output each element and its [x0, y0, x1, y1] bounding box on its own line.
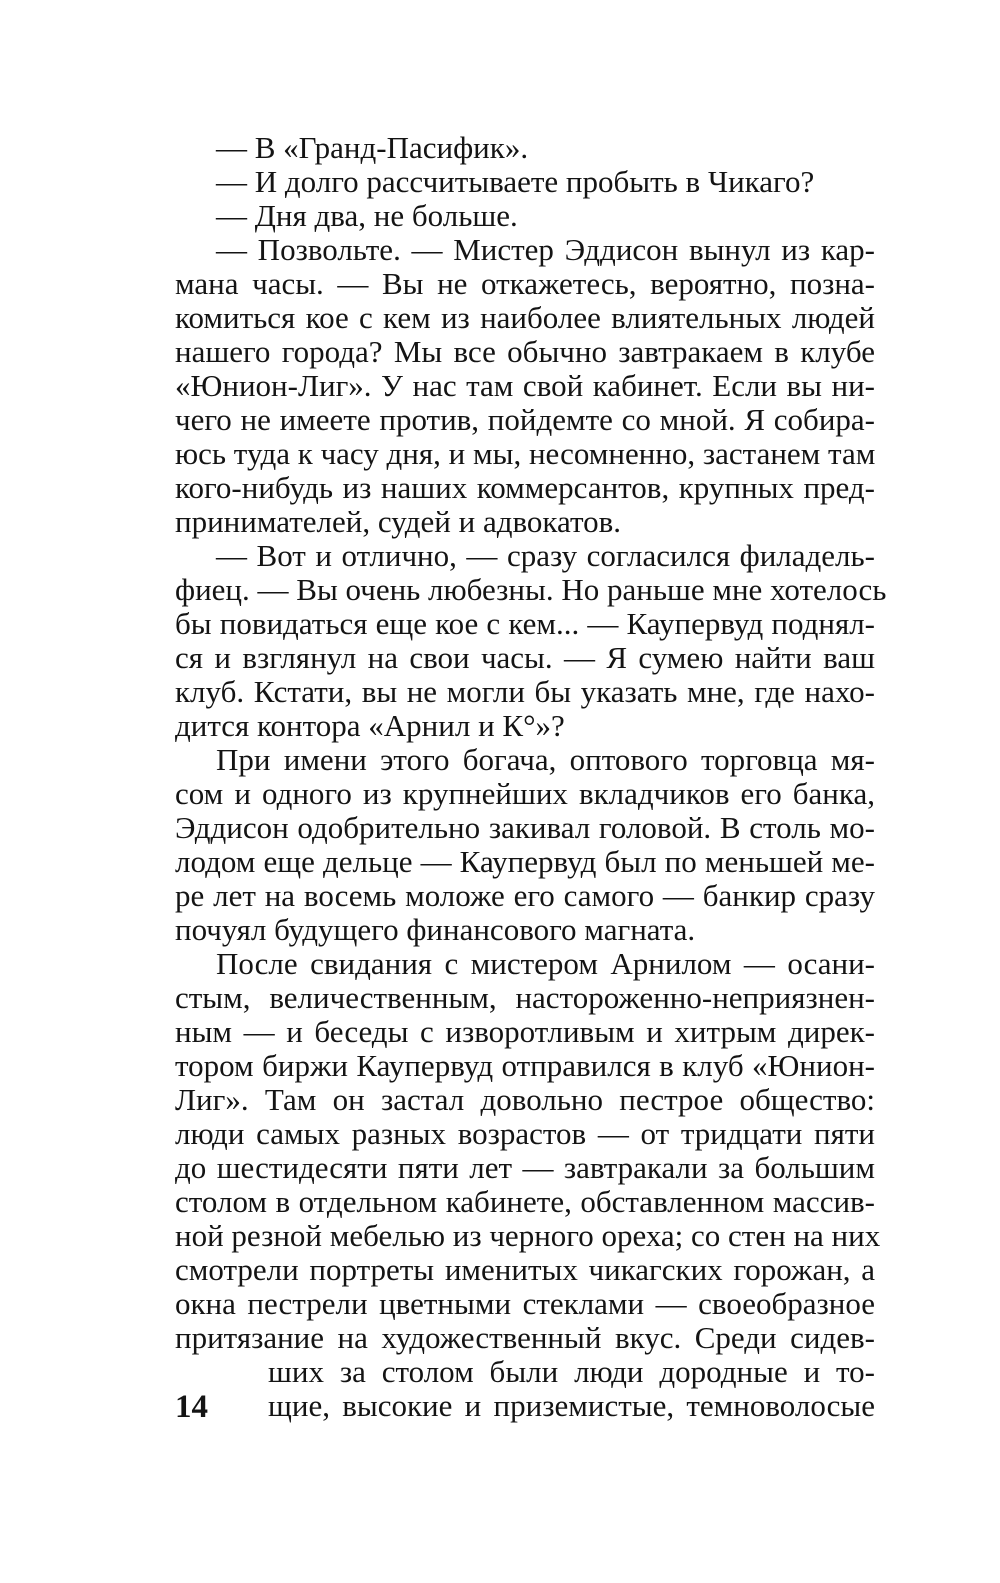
text-line: бы повидаться еще кое с кем... — Каупервуд поднял-: [175, 606, 875, 641]
text-line: столом в отдельном кабинете, обставленном массив-: [175, 1184, 875, 1219]
text-line: фиец. — Вы очень любезны. Но раньше мне хотелось: [175, 572, 887, 607]
text-line-paragraph-end: дится контора «Арнил и К°»?: [175, 708, 565, 743]
text-line: ся и взглянул на свои часы. — Я сумею найти ваш: [175, 640, 875, 675]
text-line: клуб. Кстати, вы не могли бы указать мне, где нахо-: [175, 674, 875, 709]
text-line: окна пестрели цветными стеклами — своеобразное: [175, 1286, 875, 1321]
text-line: чего не имеете против, пойдемте со мной. Я собира-: [175, 402, 875, 437]
text-line: «Юнион-Лиг». У нас там свой кабинет. Если вы ни-: [175, 368, 875, 403]
text-line-paragraph-start: При имени этого богача, оптового торговца мя-: [216, 742, 875, 777]
text-line: лодом еще дельце — Каупервуд был по меньшей ме-: [175, 844, 875, 879]
text-line-paragraph-start: — Вот и отлично, — сразу согласился филадель-: [216, 538, 875, 573]
text-line: притязание на художественный вкус. Среди сидев-: [175, 1320, 875, 1355]
text-line: юсь туда к часу дня, и мы, несомненно, застанем там: [175, 436, 876, 471]
text-line: комиться кое с кем из наиболее влиятельных людей: [175, 300, 875, 335]
text-line-paragraph-start: — Позвольте. — Мистер Эддисон вынул из кар-: [216, 232, 875, 267]
text-line: мана часы. — Вы не откажетесь, вероятно, позна-: [175, 266, 875, 301]
text-line: ным — и беседы с изворотливым и хитрым дирек-: [175, 1014, 875, 1049]
text-line: ной резной мебелью из черного ореха; со стен на них: [175, 1218, 881, 1253]
text-line-paragraph-start: После свидания с мистером Арнилом — осани-: [216, 946, 875, 981]
text-line: люди самых разных возрастов — от тридцати пяти: [175, 1116, 875, 1151]
text-line: смотрели портреты именитых чикагских горожан, а: [175, 1252, 875, 1287]
text-line: тором биржи Каупервуд отправился в клуб «Юнион-: [175, 1048, 875, 1083]
text-line: стым, величественным, настороженно-неприязнен-: [175, 980, 875, 1015]
text-line: до шестидесяти пяти лет — завтракали за большим: [175, 1150, 875, 1185]
text-line-dialogue: — В «Гранд-Пасифик».: [216, 130, 529, 165]
text-line: ших за столом были люди дородные и то-: [268, 1354, 875, 1389]
page-number: 14: [175, 1389, 208, 1425]
text-line: Эддисон одобрительно закивал головой. В столь мо-: [175, 810, 875, 845]
text-line: кого-нибудь из наших коммерсантов, крупных пред-: [175, 470, 875, 505]
text-line-dialogue: — Дня два, не больше.: [216, 198, 518, 233]
text-line: нашего города? Мы все обычно завтракаем в клубе: [175, 334, 875, 369]
text-line: сом и одного из крупнейших вкладчиков его банка,: [175, 776, 875, 811]
text-line-paragraph-end: принимателей, судей и адвокатов.: [175, 504, 621, 539]
text-line: Лиг». Там он застал довольно пестрое общество:: [175, 1082, 875, 1117]
text-line-paragraph-end: почуял будущего финансового магната.: [175, 912, 696, 947]
text-line-dialogue: — И долго рассчитываете пробыть в Чикаго?: [216, 164, 815, 199]
text-line: щие, высокие и приземистые, темноволосые: [268, 1388, 875, 1423]
text-line: ре лет на восемь моложе его самого — банкир сразу: [175, 878, 875, 913]
